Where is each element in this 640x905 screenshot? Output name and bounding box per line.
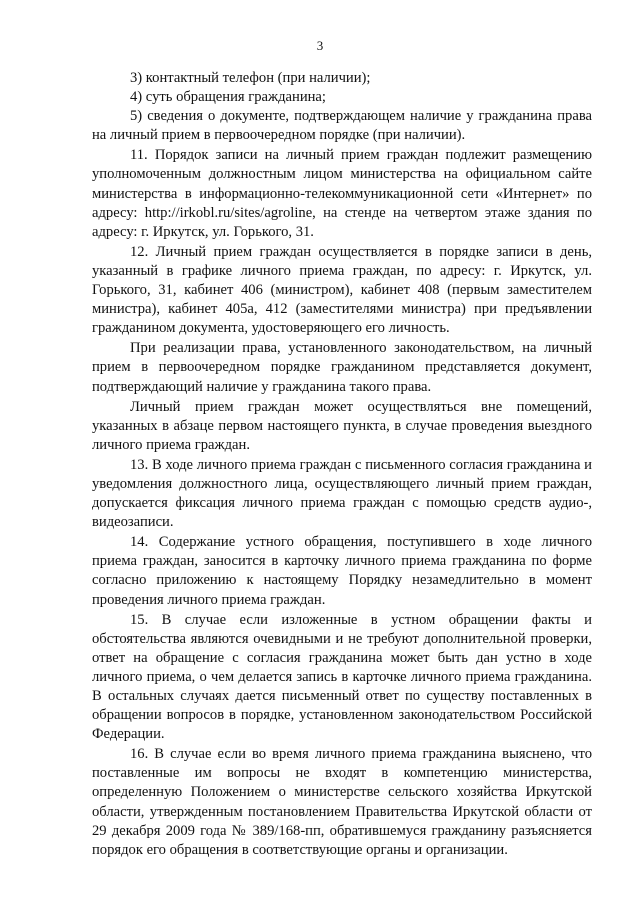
paragraph-offsite-reception: Личный прием граждан может осуществляться вне помещений, указанных в абзаце первом настоящего пункта, в случае проведения выездного личного приема граждан. <box>92 398 592 453</box>
document-body <box>92 69 592 861</box>
paragraph-priority-right: При реализации права, установленного законодательством, на личный прием в первоочередном порядке гражданином представляется документ, подтверждающий наличие у гражданина такого права. <box>92 340 592 395</box>
paragraph-12: 12. Личный прием граждан осуществляется в порядке записи в день, указанный в графике личного приема граждан, по адресу: г. Иркутск, ул. Горького, 31, кабинет 406 (министром), кабинет 408 (первым заместителем министра), кабинет 405а, 412 (заместителями министра) при предъявлении гражданином документа, удостоверяющего его личность. <box>92 243 592 337</box>
paragraph-15: 15. В случае если изложенные в устном обращении факты и обстоятельства являются очевидными и не требуют дополнительной проверки, ответ на обращение с согласия гражданина может быть дан устно в ходе личного приема, о чем делается запись в карточке личного приема гражданина. В остальных случаях дается письменный ответ по существу поставленных в обращении вопросов в порядке, установленном законодательством Российской Федерации. <box>92 611 592 743</box>
paragraph-13: 13. В ходе личного приема граждан с письменного согласия гражданина и уведомления должностного лица, осуществляющего личный прием граждан, допускается фиксация личного приема граждан с помощью средств аудио-, видеозаписи. <box>92 456 592 531</box>
paragraph-16: 16. В случае если во время личного приема гражданина выяснено, что поставленные им вопросы не входят в компетенцию министерства, определенную Положением о министерстве сельского хозяйства Иркутской области, утвержденным постановлением Правительства Иркутской области от 29 декабря 2009 года № 389/168-пп, обратившемуся гражданину разъясняется порядок его обращения в соответствующие органы и организации. <box>92 746 592 858</box>
paragraph-14: 14. Содержание устного обращения, поступившего в ходе личного приема граждан, заносится в карточку личного приема гражданина по форме согласно приложению к настоящему Порядку незамедлительно в момент проведения личного приема граждан. <box>92 534 592 608</box>
page-number: 3 <box>316 38 324 53</box>
paragraph-contact-phone: 3) контактный телефон (при наличии); <box>130 70 371 86</box>
paragraph-11: 11. Порядок записи на личный прием граждан подлежит размещению уполномоченным должностным лицом министерства на официальном сайте министерства в информационно-телекоммуникационной сети «Интернет» по адресу: http://irkobl.ru/sites/agroline, на стенде на четвертом этаже здания по адресу: г. Иркутск, ул. Горького, 31. <box>92 147 592 240</box>
paragraph-request-essence: 4) суть обращения гражданина; <box>130 89 326 106</box>
paragraph-priority-document: 5) сведения о документе, подтверждающем наличие у гражданина права на личный прием в первоочередном порядке (при наличии). <box>92 108 592 144</box>
